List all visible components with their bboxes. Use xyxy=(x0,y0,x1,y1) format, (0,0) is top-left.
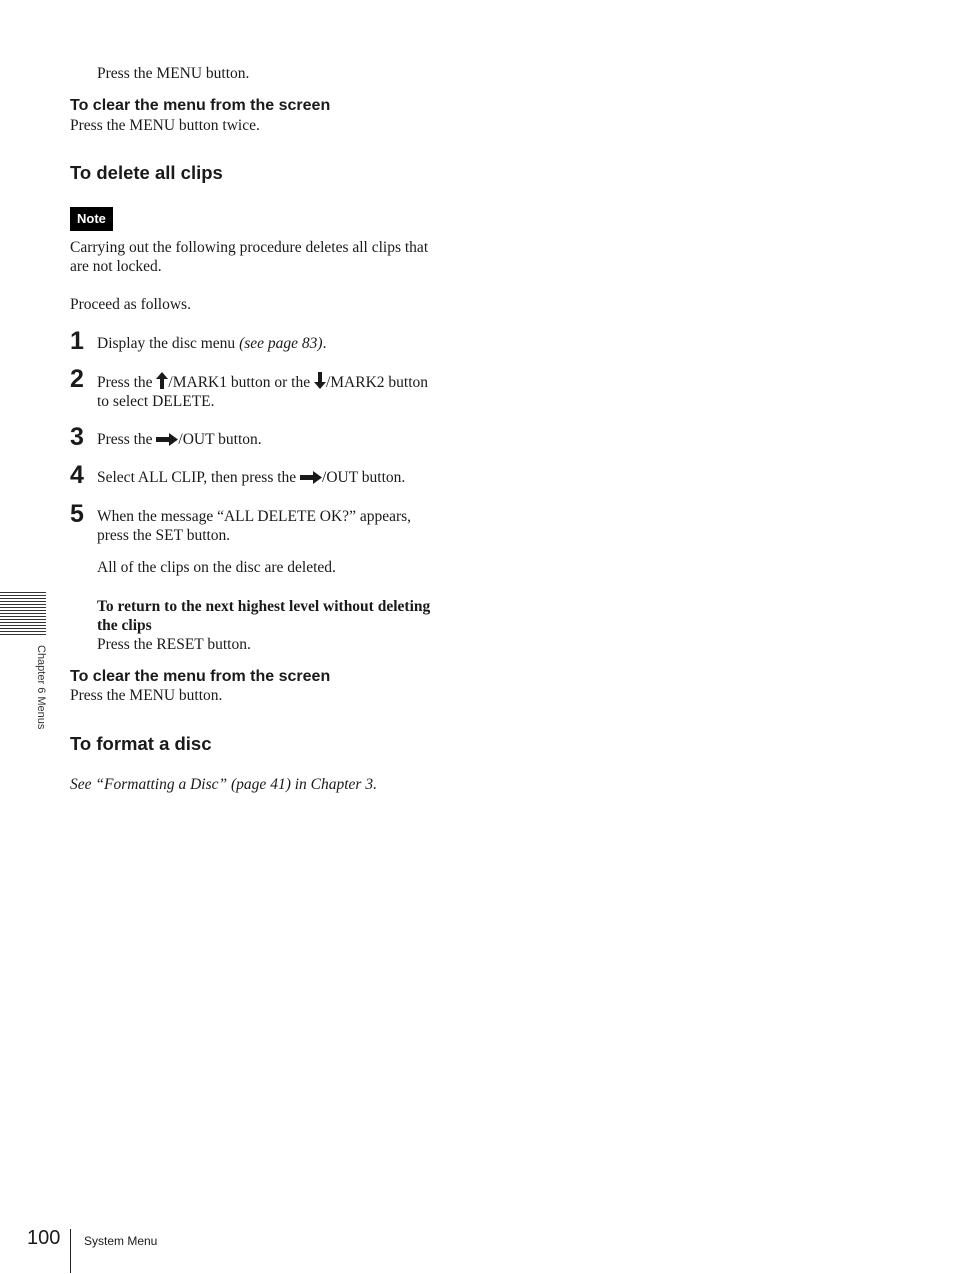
format-reference: See “Formatting a Disc” (page 41) in Chapter 3. xyxy=(70,776,377,793)
step-number: 1 xyxy=(70,327,84,355)
clear-menu-text: Press the MENU button. xyxy=(70,687,223,704)
chapter-label: Chapter 6 Menus xyxy=(35,645,47,730)
delete-all-heading: To delete all clips xyxy=(70,162,223,183)
footer-divider xyxy=(70,1229,71,1273)
format-heading: To format a disc xyxy=(70,733,212,754)
step-result: All of the clips on the disc are deleted. xyxy=(97,559,336,576)
proceed-text: Proceed as follows. xyxy=(70,296,191,313)
down-arrow-icon xyxy=(314,372,326,394)
step-text-line1: When the message “ALL DELETE OK?” appears, xyxy=(97,508,412,525)
return-level-heading-line1: To return to the next highest level without deleting xyxy=(97,598,431,615)
step-text-end: . xyxy=(322,335,327,352)
step-text-line2: press the SET button. xyxy=(97,527,231,544)
right-arrow-icon xyxy=(156,432,178,451)
note-text-line2: are not locked. xyxy=(70,258,162,275)
step-text-part: Press the xyxy=(97,431,157,448)
step-number: 4 xyxy=(70,461,84,489)
clear-menu-heading: To clear the menu from the screen xyxy=(70,97,331,114)
page-number: 100 xyxy=(27,1227,61,1249)
step-number: 3 xyxy=(70,423,84,451)
step-text-part: Select ALL CLIP, then press the xyxy=(97,469,301,486)
step-text xyxy=(97,468,405,489)
step-text-line2: to select DELETE. xyxy=(97,393,215,410)
step-text-part: /OUT button. xyxy=(322,469,406,486)
step-text xyxy=(97,372,428,394)
step-number: 5 xyxy=(70,500,84,528)
step-text-part: /MARK1 button or the xyxy=(168,374,314,391)
up-arrow-icon xyxy=(156,372,168,394)
step-text-part: Press the xyxy=(97,374,157,391)
note-badge: Note xyxy=(70,207,113,231)
return-level-heading-line2: the clips xyxy=(97,617,152,634)
return-level-text: Press the RESET button. xyxy=(97,636,251,653)
chapter-tab-stripes xyxy=(0,592,46,635)
step-text-part: /OUT button. xyxy=(178,431,262,448)
step-text-part: Display the disc menu xyxy=(97,335,240,352)
step-text-part: /MARK2 button xyxy=(325,374,429,391)
note-text-line1: Carrying out the following procedure deletes all clips that xyxy=(70,239,429,256)
step-text xyxy=(97,334,326,353)
clear-menu-text: Press the MENU button twice. xyxy=(70,117,260,134)
page-reference: (see page 83) xyxy=(239,335,323,352)
clear-menu-heading: To clear the menu from the screen xyxy=(70,668,331,685)
right-arrow-icon xyxy=(300,470,322,489)
step-number: 2 xyxy=(70,365,84,393)
step-text xyxy=(97,430,262,451)
intro-text: Press the MENU button. xyxy=(97,65,250,82)
footer-section: System Menu xyxy=(84,1234,158,1248)
